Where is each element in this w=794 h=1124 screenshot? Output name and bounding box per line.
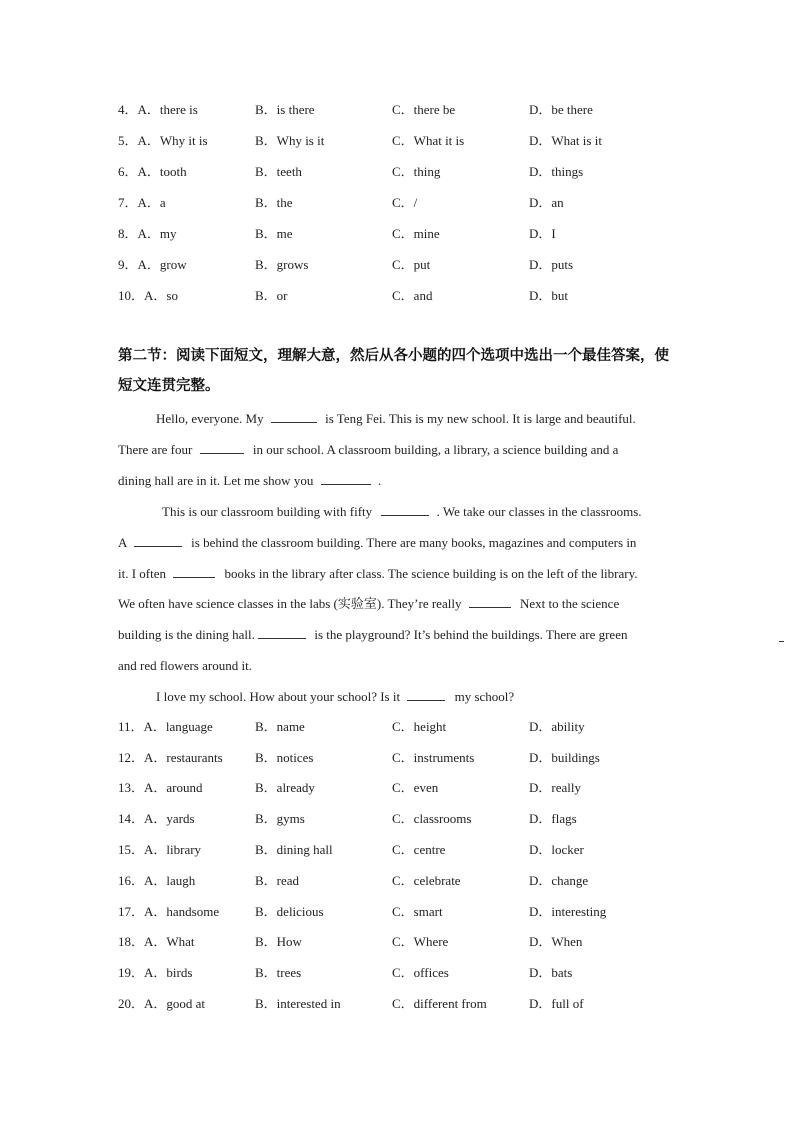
option-d: D．things <box>529 164 584 179</box>
option-a: 19．A．birds <box>118 965 193 980</box>
option-c: C．height <box>392 719 447 734</box>
answer-blank <box>134 533 182 547</box>
section-heading: 第二节：阅读下面短文，理解大意，然后从各小题的四个选项中选出一个最佳答案，使短文连贯完整。 <box>118 348 669 394</box>
option-c: C．smart <box>392 904 443 919</box>
option-b: B．is there <box>255 102 315 117</box>
option-a: 7．A．a <box>118 195 166 210</box>
passage-line: dining hall are in it. Let me show you . <box>118 473 382 488</box>
option-b: B．notices <box>255 750 314 765</box>
option-d: D．an <box>529 195 564 210</box>
option-b: B．delicious <box>255 904 324 919</box>
answer-blank <box>200 440 244 454</box>
option-a: 14．A．yards <box>118 811 195 826</box>
option-b: B．grows <box>255 257 309 272</box>
option-d: D．full of <box>529 996 584 1011</box>
option-d: D．I <box>529 226 556 241</box>
option-c: C．What it is <box>392 133 465 148</box>
answer-blank <box>173 564 215 578</box>
option-c: C．thing <box>392 164 441 179</box>
option-d: D．When <box>529 934 583 949</box>
passage-line: I love my school. How about your school? Is it my school? <box>156 689 515 704</box>
option-c: C．classrooms <box>392 811 472 826</box>
option-a: 12．A．restaurants <box>118 750 223 765</box>
option-a: 11．A．language <box>118 719 213 734</box>
passage-line: and red flowers around it. <box>118 658 252 673</box>
option-a: 10．A．so <box>118 288 178 303</box>
passage-line: Hello, everyone. My is Teng Fei. This is my new school. It is large and beautiful. <box>156 411 636 426</box>
option-d: D．ability <box>529 719 585 734</box>
answer-blank <box>271 409 317 423</box>
passage-line: We often have science classes in the labs (实验室). They’re really Next to the science <box>118 596 620 611</box>
option-d: D．locker <box>529 842 584 857</box>
answer-blank <box>469 594 511 608</box>
option-a: 4．A．there is <box>118 102 198 117</box>
option-a: 20．A．good at <box>118 996 206 1011</box>
option-c: C．instruments <box>392 750 475 765</box>
passage-line: it. I often books in the library after class. The science building is on the left of the library. <box>118 566 638 581</box>
option-c: C．celebrate <box>392 873 461 888</box>
option-d: D．flags <box>529 811 577 826</box>
answer-blank <box>779 628 784 642</box>
option-a: 18．A．What <box>118 934 195 949</box>
option-a: 8．A．my <box>118 226 177 241</box>
option-d: D．really <box>529 780 581 795</box>
option-b: B．How <box>255 934 302 949</box>
option-c: C．different from <box>392 996 487 1011</box>
option-c: C．Where <box>392 934 449 949</box>
option-c: C．centre <box>392 842 446 857</box>
option-b: B．me <box>255 226 293 241</box>
option-b: B．gyms <box>255 811 305 826</box>
option-d: D．change <box>529 873 589 888</box>
option-d: D．What is it <box>529 133 602 148</box>
answer-blank <box>258 625 306 639</box>
passage-line: building is the dining hall. is the playground? It’s behind the buildings. There are green <box>118 625 627 645</box>
option-a: 15．A．library <box>118 842 202 857</box>
option-c: C．put <box>392 257 431 272</box>
option-b: B．the <box>255 195 293 210</box>
option-b: B．read <box>255 873 300 888</box>
option-d: D．bats <box>529 965 573 980</box>
passage-line: This is our classroom building with fifty . We take our classes in the classrooms. <box>162 504 642 519</box>
option-b: B．trees <box>255 965 302 980</box>
option-b: B．already <box>255 780 315 795</box>
option-d: D．buildings <box>529 750 600 765</box>
option-b: B．interested in <box>255 996 341 1011</box>
option-c: C．and <box>392 288 433 303</box>
option-d: D．be there <box>529 102 593 117</box>
option-c: C．/ <box>392 195 418 210</box>
option-a: 9．A．grow <box>118 257 187 272</box>
option-b: B．dining hall <box>255 842 333 857</box>
option-d: D．interesting <box>529 904 607 919</box>
option-b: B．name <box>255 719 305 734</box>
option-a: 16．A．laugh <box>118 873 196 888</box>
option-b: B．teeth <box>255 164 302 179</box>
answer-blank <box>381 502 429 516</box>
option-b: B．or <box>255 288 288 303</box>
option-c: C．offices <box>392 965 449 980</box>
answer-blank <box>321 471 371 485</box>
option-c: C．there be <box>392 102 456 117</box>
option-a: 5．A．Why it is <box>118 133 208 148</box>
option-a: 17．A．handsome <box>118 904 220 919</box>
option-a: 13．A．around <box>118 780 203 795</box>
passage-line: A is behind the classroom building. There are many books, magazines and computers in <box>118 535 637 550</box>
option-d: D．puts <box>529 257 574 272</box>
option-a: 6．A．tooth <box>118 164 187 179</box>
answer-blank <box>407 687 445 701</box>
passage-line: There are four in our school. A classroom building, a library, a science building and a <box>118 442 619 457</box>
option-b: B．Why is it <box>255 133 325 148</box>
option-d: D．but <box>529 288 569 303</box>
option-c: C．even <box>392 780 439 795</box>
option-c: C．mine <box>392 226 440 241</box>
